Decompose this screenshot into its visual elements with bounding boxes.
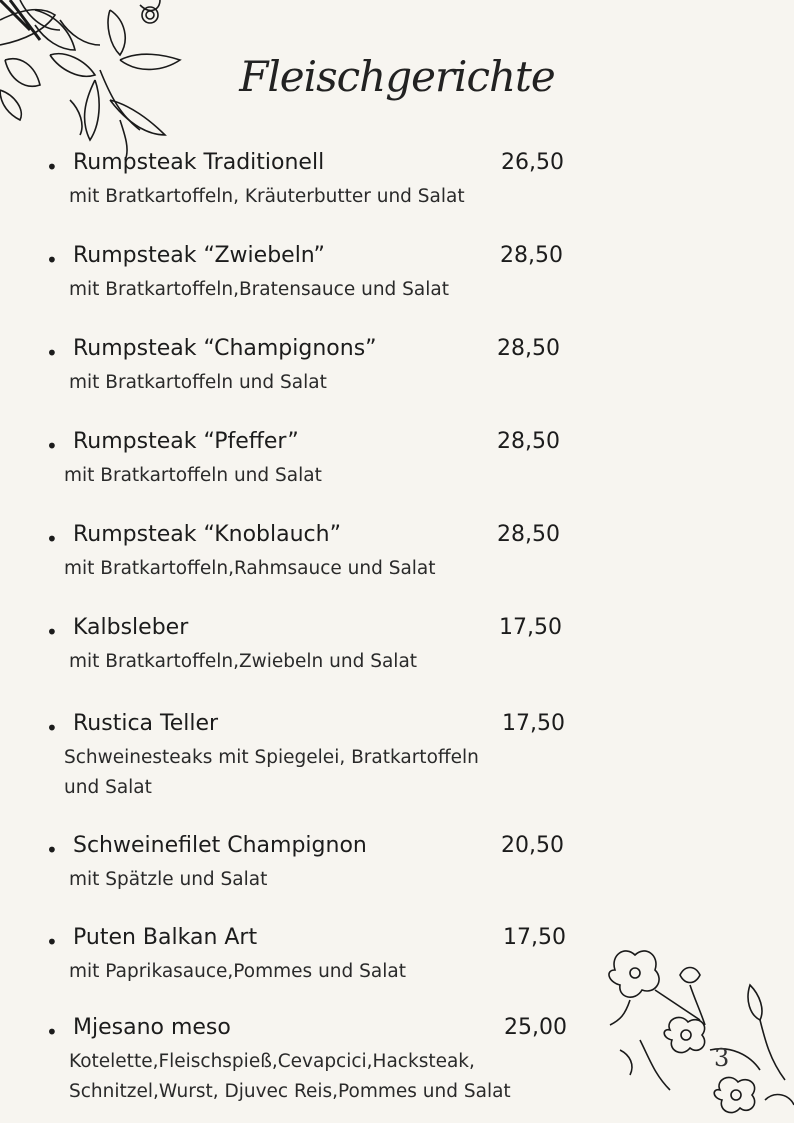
bullet-icon: • bbox=[46, 838, 58, 862]
bullet-icon: • bbox=[46, 155, 58, 179]
dish-name: Schweinefilet Champignon bbox=[73, 833, 367, 858]
dish-description: mit Spätzle und Salat bbox=[69, 869, 268, 890]
page-title: Fleischgerichte bbox=[239, 52, 555, 101]
dish-name: Rumpsteak “Knoblauch” bbox=[73, 522, 341, 547]
dish-description: Schweinesteaks mit Spiegelei, Bratkartoffeln und Salat bbox=[64, 747, 479, 798]
bullet-icon: • bbox=[46, 620, 58, 644]
bullet-icon: • bbox=[46, 930, 58, 954]
dish-price: 26,50 bbox=[501, 150, 564, 175]
dish-description: mit Bratkartoffeln,Zwiebeln und Salat bbox=[69, 651, 418, 672]
dish-price: 17,50 bbox=[499, 615, 562, 640]
dish-name: Rumpsteak “Champignons” bbox=[73, 336, 377, 361]
dish-price: 28,50 bbox=[497, 429, 560, 454]
dish-description: mit Bratkartoffeln und Salat bbox=[64, 465, 322, 486]
dish-name: Rumpsteak “Pfeffer” bbox=[73, 429, 299, 454]
dish-name: Rumpsteak Traditionell bbox=[73, 150, 325, 175]
dish-description: mit Paprikasauce,Pommes und Salat bbox=[69, 961, 406, 982]
bullet-icon: • bbox=[46, 434, 58, 458]
dish-name: Kalbsleber bbox=[73, 615, 189, 640]
dish-name: Mjesano meso bbox=[73, 1015, 231, 1040]
dish-price: 17,50 bbox=[502, 711, 565, 736]
dish-description: mit Bratkartoffeln, Kräuterbutter und Salat bbox=[69, 186, 465, 207]
dish-price: 20,50 bbox=[501, 833, 564, 858]
dish-name: Rustica Teller bbox=[73, 711, 219, 736]
dish-description: mit Bratkartoffeln und Salat bbox=[69, 372, 327, 393]
bullet-icon: • bbox=[46, 716, 58, 740]
bullet-icon: • bbox=[46, 248, 58, 272]
dish-name: Rumpsteak “Zwiebeln” bbox=[73, 243, 325, 268]
bullet-icon: • bbox=[46, 341, 58, 365]
bullet-icon: • bbox=[46, 1020, 58, 1044]
bullet-icon: • bbox=[46, 527, 58, 551]
dish-price: 17,50 bbox=[503, 925, 566, 950]
page-number: 3 bbox=[714, 1044, 730, 1072]
dish-name: Puten Balkan Art bbox=[73, 925, 258, 950]
dish-description: Kotelette,Fleischspieß,Cevapcici,Hacksteak, Schnitzel,Wurst, Djuvec Reis,Pommes und Salat bbox=[69, 1051, 511, 1102]
dish-description: mit Bratkartoffeln,Rahmsauce und Salat bbox=[64, 558, 436, 579]
dish-description: mit Bratkartoffeln,Bratensauce und Salat bbox=[69, 279, 449, 300]
floral-decoration-bottom-right bbox=[600, 940, 794, 1123]
dish-price: 28,50 bbox=[497, 522, 560, 547]
dish-price: 28,50 bbox=[497, 336, 560, 361]
dish-price: 25,00 bbox=[504, 1015, 567, 1040]
dish-price: 28,50 bbox=[500, 243, 563, 268]
